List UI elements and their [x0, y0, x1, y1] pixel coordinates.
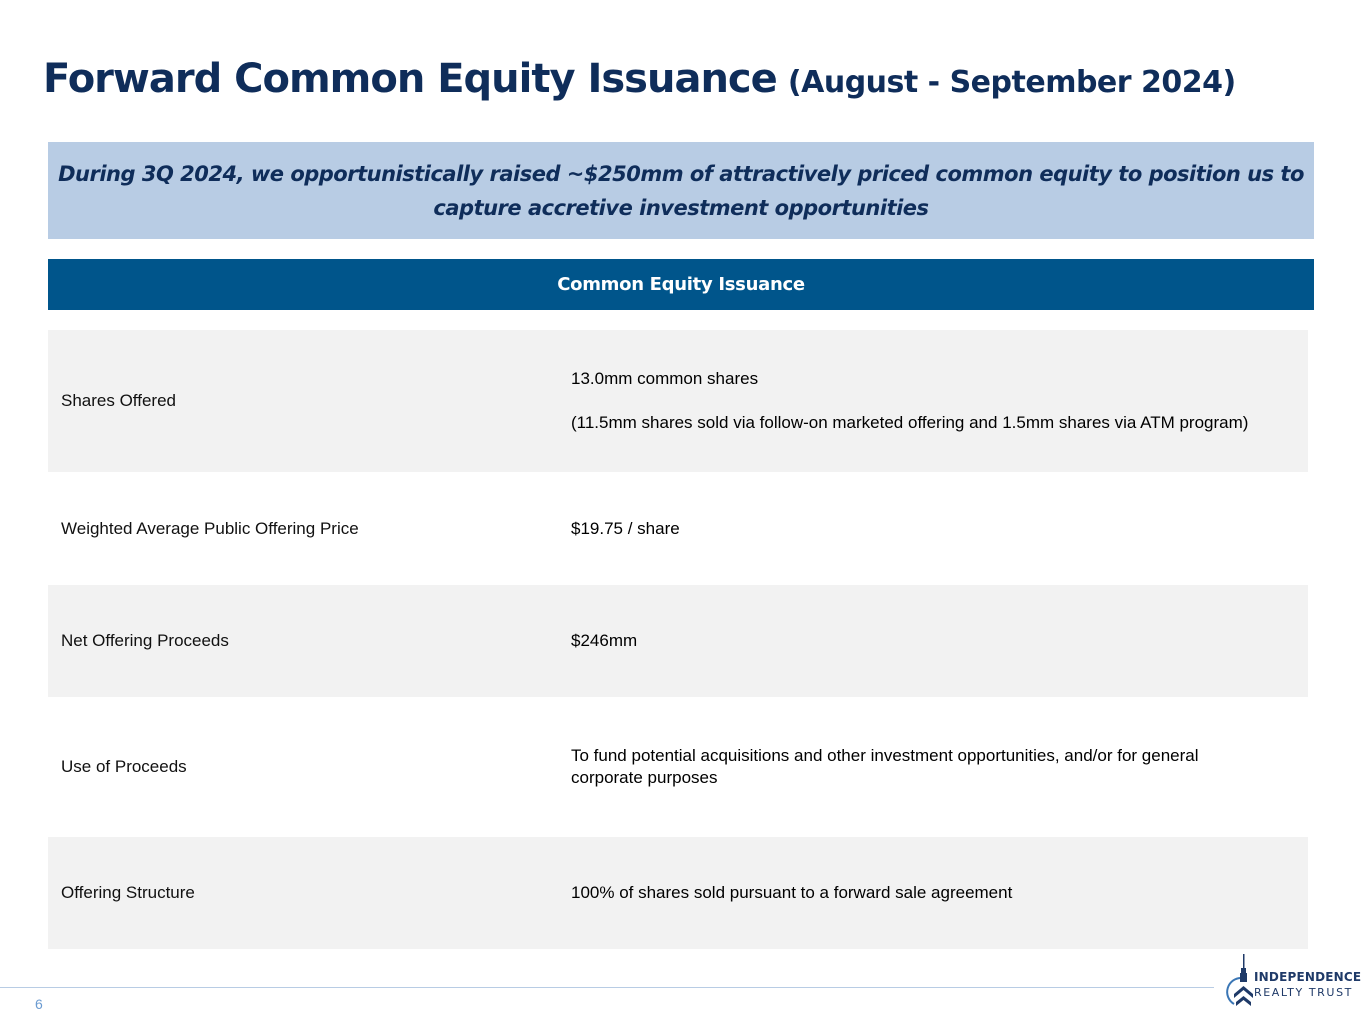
- row-value: $19.75 / share: [571, 518, 680, 538]
- logo-wordmark-line1: INDEPENDENCE: [1254, 970, 1362, 984]
- building-emblem-icon: [1224, 952, 1256, 1012]
- table-header: Common Equity Issuance: [48, 259, 1314, 310]
- summary-callout-text: During 3Q 2024, we opportunistically raised ~$250mm of attractively priced common equity to position us to capture accretive investment opportunities: [58, 161, 1304, 220]
- page-title-main: Forward Common Equity Issuance: [43, 56, 777, 102]
- row-value: To fund potential acquisitions and other investment opportunities, and/or for general corporate purposes: [571, 746, 1199, 787]
- row-label: Offering Structure: [61, 883, 195, 902]
- summary-callout: [48, 142, 1314, 239]
- row-value: $246mm: [571, 631, 638, 650]
- footer-divider: [0, 987, 1214, 988]
- page-number: 6: [35, 996, 43, 1012]
- table-row-shares-offered: [48, 330, 1308, 472]
- row-label: Shares Offered: [61, 391, 176, 410]
- row-value-line: 13.0mm common shares: [571, 369, 759, 388]
- row-label: Weighted Average Public Offering Price: [61, 518, 359, 538]
- table-row-offering-structure: [48, 837, 1308, 949]
- logo-wordmark-line2: REALTY TRUST: [1254, 986, 1353, 999]
- table-row-use-of-proceeds: [48, 697, 1308, 837]
- page-title-date-range: (August - September 2024): [787, 65, 1236, 100]
- table-row-net-proceeds: [48, 585, 1308, 697]
- company-logo: [1224, 952, 1362, 1012]
- table-row-offering-price: [48, 472, 1308, 585]
- row-value: [571, 368, 1271, 434]
- row-value-line: (11.5mm shares sold via follow-on marketed offering and 1.5mm shares via ATM program): [571, 413, 1249, 432]
- row-label: Use of Proceeds: [61, 757, 187, 776]
- row-value: 100% of shares sold pursuant to a forward sale agreement: [571, 883, 1013, 902]
- row-label: Net Offering Proceeds: [61, 631, 229, 650]
- page-title: [43, 56, 1236, 102]
